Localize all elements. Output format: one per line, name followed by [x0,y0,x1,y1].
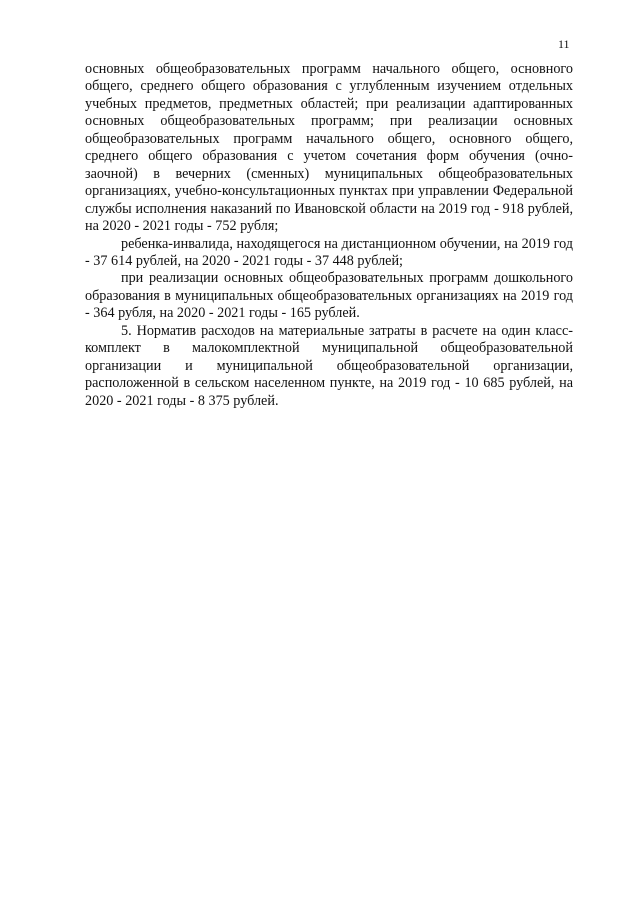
paragraph-norm-5: 5. Норматив расходов на материальные затраты в расчете на один класс-комплект в малокомплектной муниципальной общеобразовательной организации и муниципальной общеобразовательной организации, расположенной в сельском населенном пункте, на 2019 год - 10 685 рублей, на 2020 - 2021 годы - 8 375 рублей. [85,322,573,409]
paragraph-disabled-child: ребенка-инвалида, находящегося на дистанционном обучении, на 2019 год - 37 614 рублей, на 2020 - 2021 годы - 37 448 рублей; [85,235,573,269]
paragraph-preschool: при реализации основных общеобразовательных программ дошкольного образования в муниципальных общеобразовательных организациях на 2019 год - 364 рубля, на 2020 - 2021 годы - 165 рублей. [85,270,573,322]
document-body [85,61,573,410]
paragraph-continuation: основных общеобразовательных программ начального общего, основного общего, среднего общего образования с углубленным изучением отдельных учебных предметов, предметных областей; при реализации адаптированных основных общеобразовательных программ; при реализации основных общеобразовательных программ начального общего, основного общего, среднего общего образования с учетом сочетания форм обучения (очно-заочной) в вечерних (сменных) муниципальных общеобразовательных организациях, учебно-консультационных пунктах при управлении Федеральной службы исполнения наказаний по Ивановской области на 2019 год - 918 рублей, на 2020 - 2021 годы - 752 рубля; [85,61,573,235]
page-number: 11 [558,37,570,51]
